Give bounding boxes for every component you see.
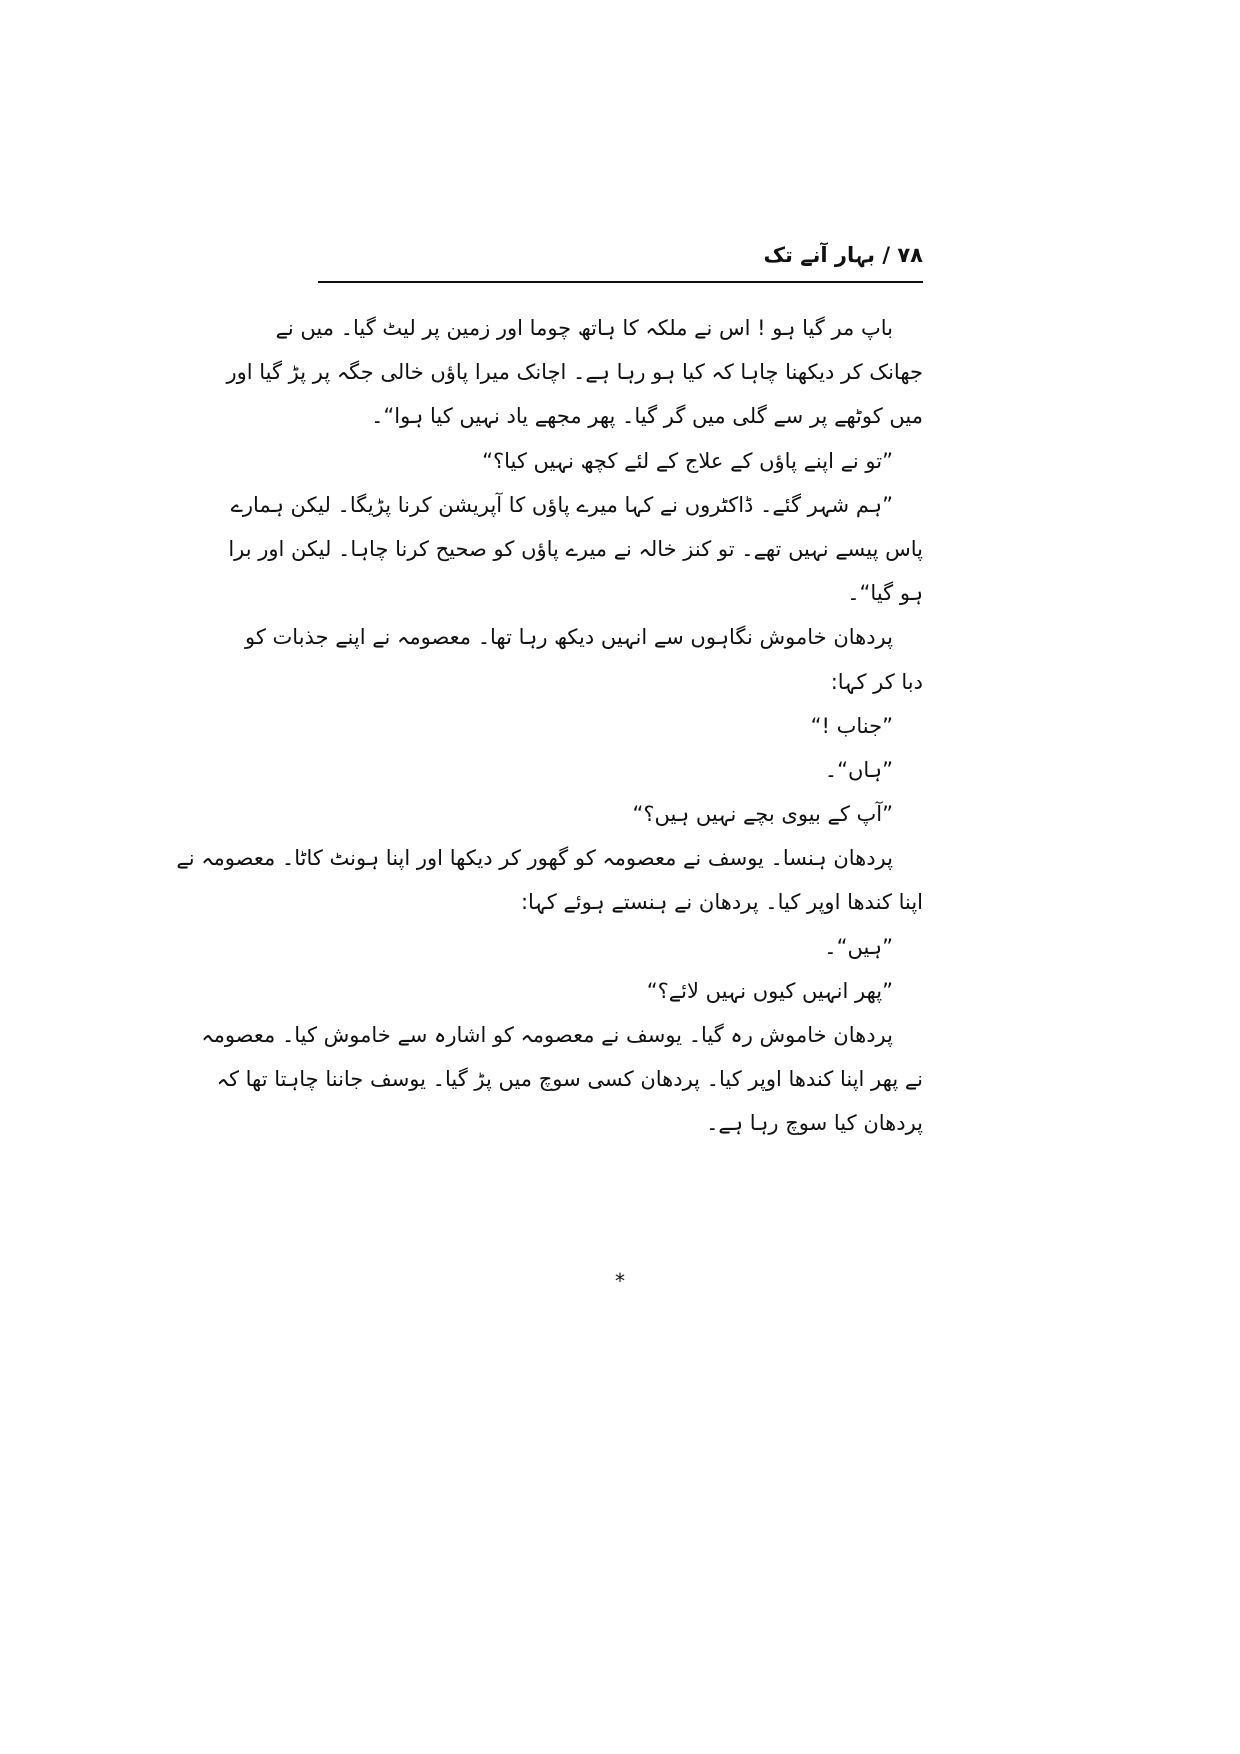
text-line: ”آپ کے بیوی بچے نہیں ہیں؟“ <box>632 802 893 827</box>
text-line: پردھان کیا سوچ رہا ہے۔ <box>706 1111 923 1136</box>
text-line: ”پھر انہیں کیوں نہیں لائے؟“ <box>646 978 893 1003</box>
text-line: پاس پیسے نہیں تھے۔ تو کنز خالہ نے میرے پاؤں کو صحیح کرنا چاہا۔ لیکن اور برا <box>228 536 923 561</box>
body-text <box>176 306 923 1146</box>
text-line: ”ہم شہر گئے۔ ڈاکٹروں نے کہا میرے پاؤں کا آپریشن کرنا پڑیگا۔ لیکن ہمارے <box>230 492 893 517</box>
text-line: دبا کر کہا: <box>830 669 923 694</box>
text-line: ہو گیا“۔ <box>847 581 923 606</box>
text-line: باپ مر گیا ہو ! اس نے ملکہ کا ہاتھ چوما اور زمین پر لیٹ گیا۔ میں نے <box>275 316 893 340</box>
text-line: ”تو نے اپنے پاؤں کے علاج کے لئے کچھ نہیں کیا؟“ <box>482 448 893 473</box>
text-line: اپنا کندھا اوپر کیا۔ پردھان نے ہنستے ہوئے کہا: <box>520 890 923 915</box>
text-line: ”جناب !“ <box>810 713 893 738</box>
text-line: پردھان خاموش رہ گیا۔ یوسف نے معصومہ کو اشارہ سے خاموش کیا۔ معصومہ <box>201 1023 893 1047</box>
text-line: جھانک کر دیکھنا چاہا کہ کیا ہو رہا ہے۔ اچانک میرا پاؤں خالی جگہ پر پڑ گیا اور <box>226 360 923 385</box>
text-line: پردھان ہنسا۔ یوسف نے معصومہ کو گھور کر دیکھا اور اپنا ہونٹ کاٹا۔ معصومہ نے <box>176 846 893 871</box>
header-rule <box>318 281 923 283</box>
section-ornament: * <box>615 1269 625 1293</box>
text-line: ”ہاں“۔ <box>824 757 893 782</box>
running-head: ۷۸ / بہار آنے تک <box>763 243 923 267</box>
text-line: میں کوٹھے پر سے گلی میں گر گیا۔ پھر مجھے یاد نہیں کیا ہوا“۔ <box>371 404 923 429</box>
text-line: ”ہیں“۔ <box>824 934 893 959</box>
text-line: پردھان خاموش نگاہوں سے انہیں دیکھ رہا تھا۔ معصومہ نے اپنے جذبات کو <box>245 625 893 650</box>
text-line: نے پھر اپنا کندھا اوپر کیا۔ پردھان کسی سوچ میں پڑ گیا۔ یوسف جاننا چاہتا تھا کہ <box>216 1067 923 1092</box>
